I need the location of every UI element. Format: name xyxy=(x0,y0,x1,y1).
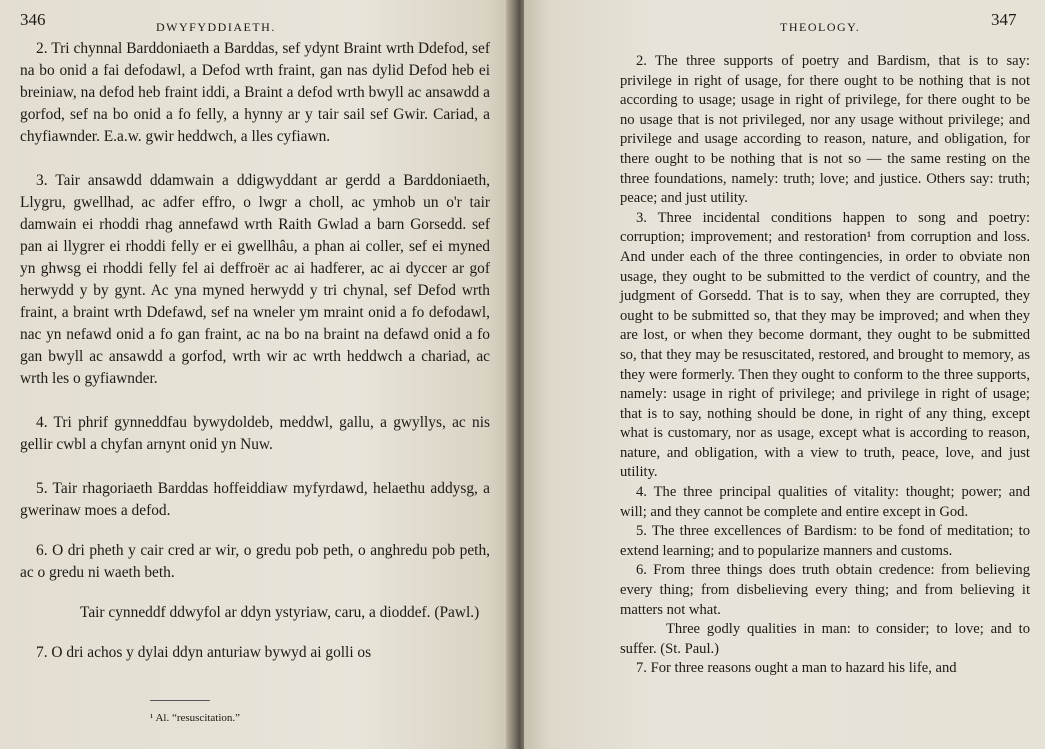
left-paragraph-7: 7. O dri achos y dylai ddyn anturiaw bywyd ai golli os xyxy=(36,644,372,661)
footnote-rule xyxy=(150,700,210,701)
left-paragraph-5: 5. Tair rhagoriaeth Barddas hoffeiddiaw myfyrdawd, helaethu addysg, a gwerinaw moes a defod. xyxy=(20,480,490,519)
right-paragraph-2: 2. The three supports of poetry and Bardism, that is to say: privilege in right of usage, for there ought to be nothing that is not according to usage; usage in right of privilege, for there ought to be no usage that is not privileged, nor any usage without privilege; and privilege and usage according to reason, nature, and obligation, for there ought to be nothing that is not so — the same resting on the three foundations, namely: truth; love; and justice. Others say: truth; peace; and just utility. xyxy=(620,53,1030,207)
right-paragraph-4: 4. The three principal qualities of vitality: thought; power; and will; and they cannot be complete and entire except in God. xyxy=(620,484,1030,520)
right-page-number: 347 xyxy=(991,10,1017,29)
left-paragraph-4: 4. Tri phrif gynneddfau bywydoldeb, meddwl, gallu, a gwyllys, ac nis gellir cwbl a chyfan arnynt onid yn Nuw. xyxy=(20,414,490,453)
left-paragraph-godly: Tair cynneddf ddwyfol ar ddyn ystyriaw, caru, a dioddef. (Pawl.) xyxy=(80,604,480,621)
right-paragraph-3: 3. Three incidental conditions happen to song and poetry: corruption; improvement; and restoration¹ from corruption and loss. And under each of the three contingencies, in order to obviate non usage, they ought to be submitted to the verdict of country, and the judgment of Gorsedd. That is to say, when they are corrupted, they ought to be submitted so, that they may be improved; and when they are lost, or when they become dormant, they ought to be submitted so, that they may be resuscitated, restored, and brought to memory, as they were formerly. Then they ought to conform to the three supports, namely: usage in right of privilege; and privilege in right of usage; that is to say, nothing should be done, in right of any thing, except what is customary, nor as usage, except what is according to reason, nature, and obligation, with a view to truth, peace, love, and just utility. xyxy=(620,209,1030,481)
left-paragraph-6: 6. O dri pheth y cair cred ar wir, o gredu pob peth, o anghredu pob peth, ac o gredu ni waeth beth. xyxy=(20,542,490,581)
left-page-number: 346 xyxy=(20,10,46,29)
right-paragraph-6: 6. From three things does truth obtain credence: from believing every thing; from disbelieving every thing; and from believing it matters not what. xyxy=(620,562,1030,618)
right-text-column xyxy=(620,52,1030,679)
right-running-head: THEOLOGY. xyxy=(780,20,861,34)
left-paragraph-2: 2. Tri chynnal Barddoniaeth a Barddas, sef ydynt Braint wrth Ddefod, sef na bo onid a fai defodawl, a Defod wrth fraint, gan nas dylid Defod heb ei breiniaw, na defod heb fraint iddi, a Braint a defod wrth bwyll ac ansawdd a gorfod, sef na bo onid a fo felly, a hynny ar y tair sail sef Gwir. Cariad, a chyfiawnder. E.a.w. gwir heddwch, a lles cyfiawn. xyxy=(20,40,490,145)
left-paragraph-3: 3. Tair ansawdd ddamwain a ddigwyddant ar gerdd a Barddoniaeth, Llygru, gwellhad, ac adfer effro, o lwgr a choll, ac ymhob un o'r tair damwain ei rhoddi rhag annefawd wrth Raith Gwlad a barn Gorsedd. sef pan ai llygrer ei rhoddi felly er ei gwellhâu, a phan ai coller, sef ei myned yn ghwsg ei rhoddi felly fel ai deffroër ac ai hadferer, ac ai dyccer ar gof herwydd y by gynt. Ac yna myned herwydd y tri chynal, sef Defod wrth fraint, a braint wrth Ddefawd, sef na wneler ym mraint onid a fo defodawl, nac yn nefawd onid a fo gan fraint, ac na bo na braint na defawd onid a fo gan bwyll ac ansawdd a gorfod, wrth wir ac wrth heddwch a chariad, ac wrth les o gyfiawnder. xyxy=(20,172,490,387)
right-paragraph-5: 5. The three excellences of Bardism: to be fond of meditation; to extend learning; and to popularize manners and customs. xyxy=(620,523,1030,559)
left-footnote: ¹ Al. “resuscitation.” xyxy=(150,712,241,724)
left-running-head: DWYFYDDIAETH. xyxy=(156,20,276,34)
left-text-column xyxy=(20,38,490,686)
left-page xyxy=(0,0,512,749)
right-paragraph-7: 7. For three reasons ought a man to hazard his life, and xyxy=(636,660,957,677)
right-paragraph-godly: Three godly qualities in man: to consider; to love; and to suffer. (St. Paul.) xyxy=(620,621,1030,657)
